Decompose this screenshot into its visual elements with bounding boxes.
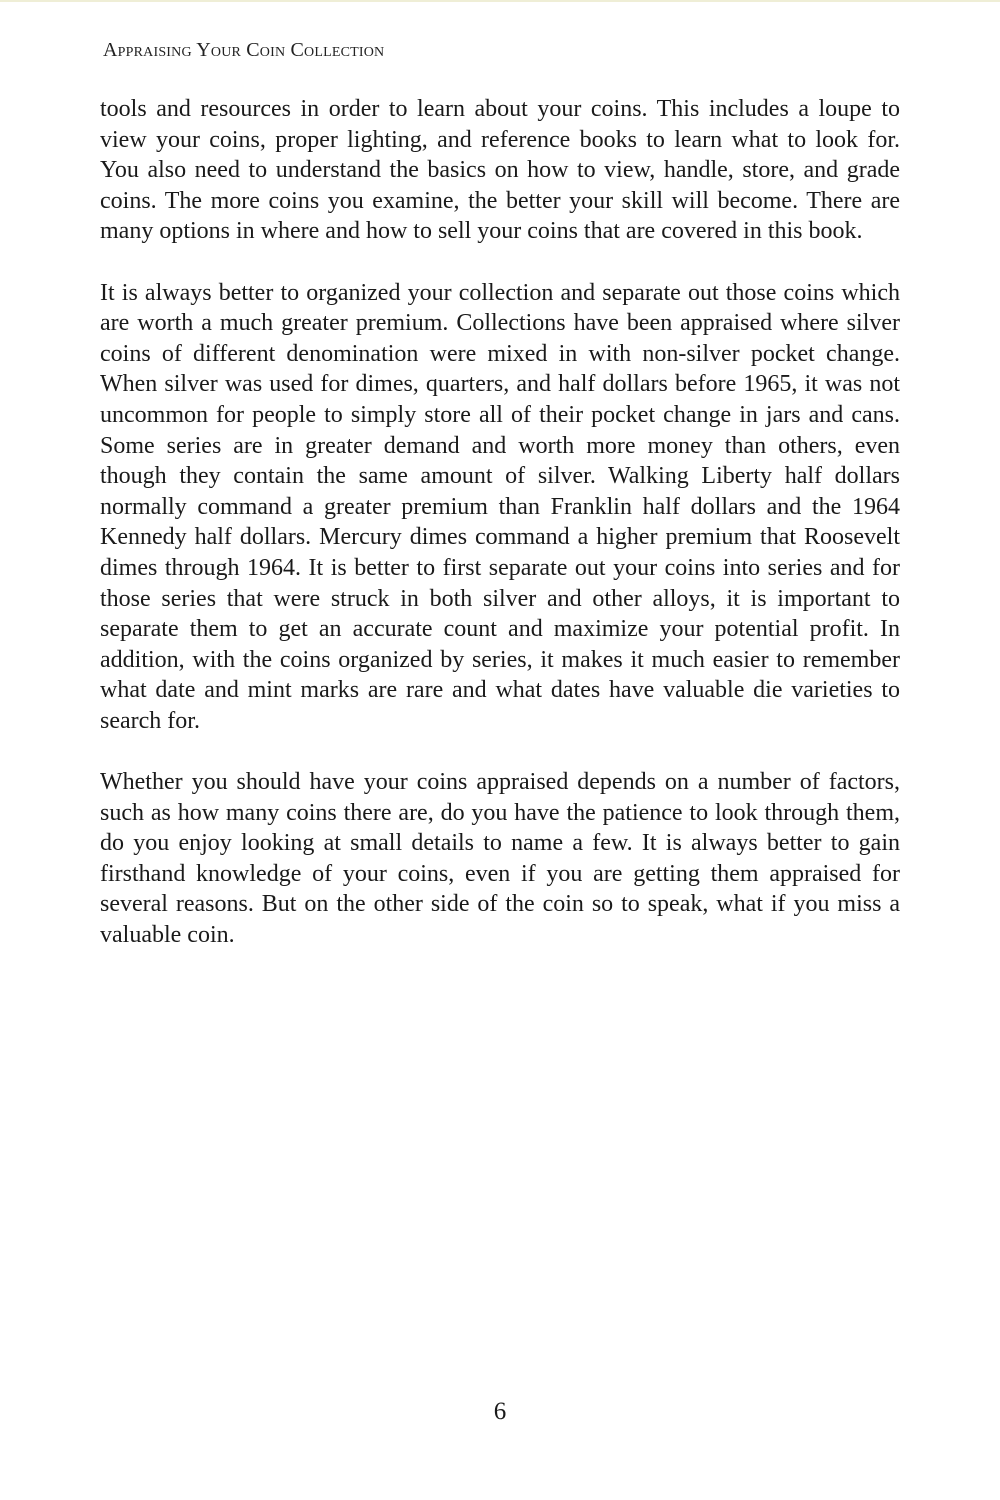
- paragraph: Whether you should have your coins appraised depends on a number of factors, such as how many coins there are, do you have the patience to look through them, do you enjoy looking at small details to name a few. It is always better to gain firsthand knowledge of your coins, even if you are getting them appraised for several reasons. But on the other side of the coin so to speak, what if you miss a valuable coin.: [100, 769, 900, 949]
- running-header: Appraising Your Coin Collection: [103, 39, 385, 61]
- top-edge-line: [0, 0, 1000, 2]
- page-number: 6: [493, 1398, 507, 1425]
- paragraph: It is always better to organized your collection and separate out those coins which are worth a much greater premium. Collections have been appraised where silver coins of different denomination were mixed in with non-silver pocket change. When silver was used for dimes, quarters, and half dollars before 1965, it was not uncommon for people to simply store all of their pocket change in jars and cans. Some series are in greater demand and worth more money than others, even though they contain the same amount of silver. Walking Liberty half dollars normally command a greater premium than Franklin half dollars and the 1964 Kennedy half dollars. Mercury dimes command a higher premium that Roosevelt dimes through 1964. It is better to first separate out your coins into series and for those series that were struck in both silver and other alloys, it is important to separate them to get an accurate count and maximize your potential profit. In addition, with the coins organized by series, it makes it much easier to remember what date and mint marks are rare and what dates have valuable die varieties to search for.: [100, 279, 900, 734]
- paragraph: tools and resources in order to learn about your coins. This includes a loupe to view your coins, proper lighting, and reference books to learn what to look for. You also need to understand the basics on how to view, handle, store, and grade coins. The more coins you examine, the better your skill will become. There are many options in where and how to sell your coins that are covered in this book.: [100, 96, 900, 245]
- body-text: [100, 94, 900, 981]
